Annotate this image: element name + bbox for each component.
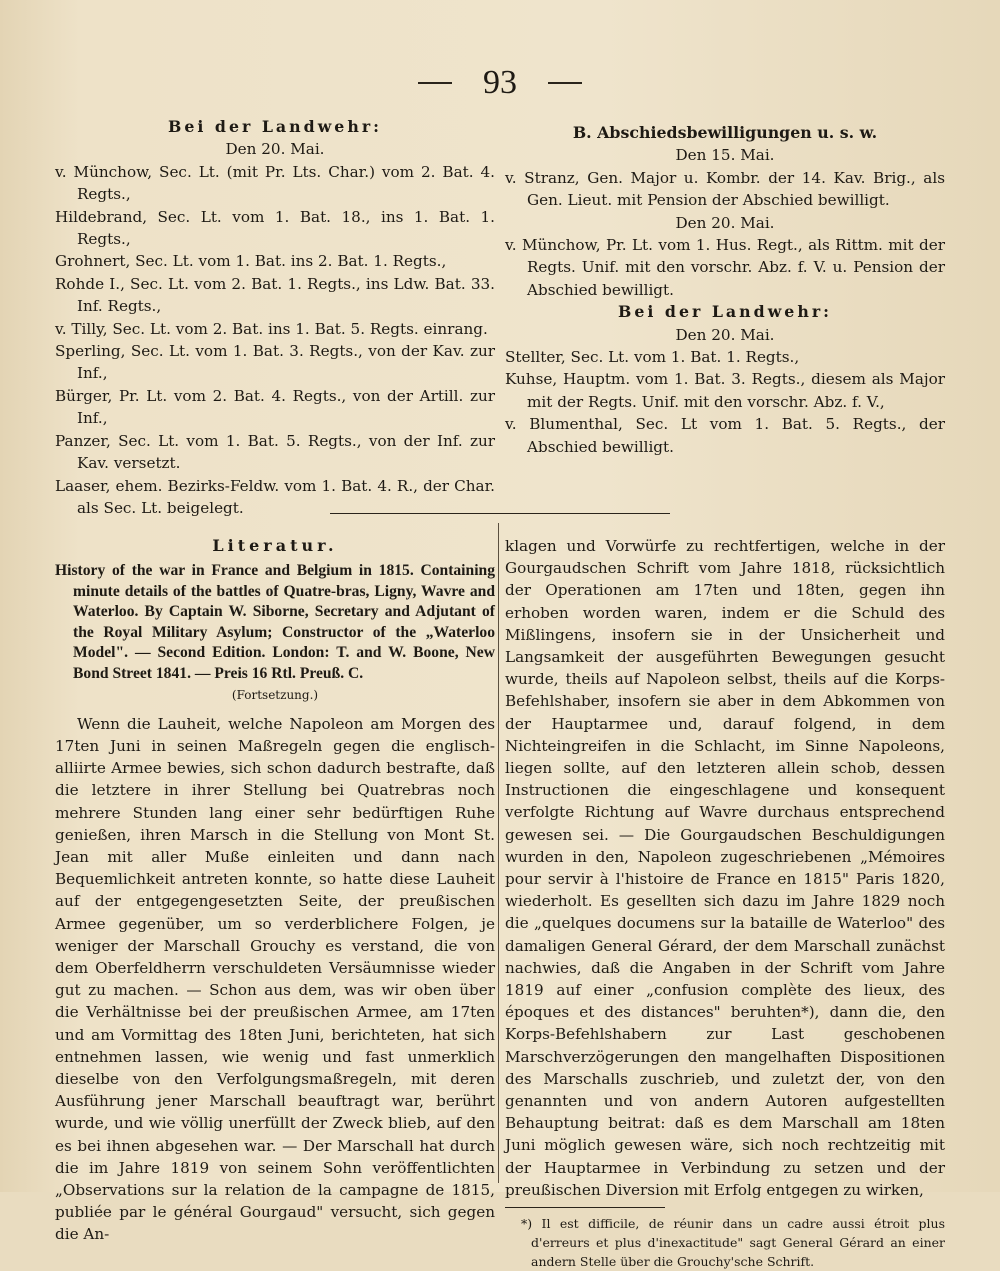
date-heading: Den 20. Mai. bbox=[225, 140, 325, 159]
date-heading: Den 20. Mai. bbox=[675, 213, 775, 232]
roster-entry: Bürger, Pr. Lt. vom 2. Bat. 4. Regts., von der Artill. zur Inf., bbox=[55, 386, 495, 428]
right-top-column bbox=[505, 122, 945, 458]
header-dash-right bbox=[548, 82, 582, 84]
body-paragraph: Wenn die Lauheit, welche Napoleon am Morgen des 17ten Juni in seinen Maßregeln gegen die englisch-alliirte Armee bewies, sich schon dadurch bestrafte, daß die letztere in ihrer Stellung bei Quatrebras noch mehrere Stunden lang einer sehr bedürftigen Ruhe genießen, ihren Marsch in die Stellung von Mont St. Jean mit aller Muße einleiten und dann nach Bequemlichkeit antreten konnte, so hatte diese Lauheit auf der entgegengesetzten Seite, der preußischen Armee gegenüber, um so verderblichere Folgen, je weniger der Marschall Grouchy es verstand, die von dem Oberfeldherrn verschuldeten Versäumnisse wieder gut zu machen. — Schon aus dem, was wir oben über die Verhältnisse bei der preußischen Armee, am 17ten und am Vormittag des 18ten Juni, berichteten, hat sich entnehmen lassen, wie wenig und fast unmerklich dieselbe von den Verfolgungsmaßregeln, mit deren Ausführung jener Marschall beauftragt war, berührt wurde, und wie völlig unerfüllt der Zweck blieb, auf den es bei ihnen abgesehen war. — Der Marschall hat durch die im Jahre 1819 von seinem Sohn veröffentlichten „Observations sur la relation de la campagne de 1815, publiée par le général Gourgaud" versucht, sich gegen die An- bbox=[55, 714, 495, 1244]
page-header bbox=[0, 64, 1000, 114]
roster-entry: Laaser, ehem. Bezirks-Feldw. vom 1. Bat. 4. R., der Char. als Sec. Lt. beigelegt. bbox=[55, 476, 495, 517]
literature-left-column bbox=[55, 535, 495, 1246]
literature-right-column bbox=[505, 535, 945, 1271]
date-heading: Den 15. Mai. bbox=[675, 146, 775, 165]
abschied-heading: B. Abschiedsbewilligungen u. s. w. bbox=[572, 123, 878, 142]
landwehr-heading: Bei der Landwehr: bbox=[168, 117, 382, 136]
roster-entry: v. Stranz, Gen. Major u. Kombr. der 14. Kav. Brig., als Gen. Lieut. mit Pension der Abschied bewilligt. bbox=[505, 168, 945, 210]
roster-entry: v. Tilly, Sec. Lt. vom 2. Bat. ins 1. Bat. 5. Regts. einrang. bbox=[55, 319, 488, 338]
header-dash-left bbox=[418, 82, 452, 84]
page-number: 93 bbox=[483, 64, 517, 101]
footnote: *) Il est difficile, de réunir dans un cadre aussi étroit plus d'erreurs et plus d'inexactitude" sagt General Gérard an einer andern Stelle über die Grouchy'sche Schrift. bbox=[521, 1216, 945, 1270]
literature-heading: Literatur. bbox=[212, 536, 338, 555]
roster-entry: v. Blumenthal, Sec. Lt vom 1. Bat. 5. Regts., der Abschied bewilligt. bbox=[505, 415, 945, 456]
date-heading: Den 20. Mai. bbox=[675, 325, 775, 344]
roster-entry: Stellter, Sec. Lt. vom 1. Bat. 1. Regts., bbox=[505, 348, 800, 367]
roster-entry: Grohnert, Sec. Lt. vom 1. Bat. ins 2. Bat. 1. Regts., bbox=[55, 252, 447, 271]
roster-entry: Sperling, Sec. Lt. vom 1. Bat. 3. Regts., von der Kav. zur Inf., bbox=[55, 342, 495, 383]
roster-entry: Panzer, Sec. Lt. vom 1. Bat. 5. Regts., von der Inf. zur Kav. versetzt. bbox=[55, 431, 495, 473]
roster-entry: Rohde I., Sec. Lt. vom 2. Bat. 1. Regts., ins Ldw. Bat. 33. Inf. Regts., bbox=[55, 274, 495, 316]
body-paragraph: klagen und Vorwürfe zu rechtfertigen, welche in der Gourgaudschen Schrift vom Jahre 1818, rücksichtlich der Operationen am 17ten und 18ten, gegen ihn erhoben worden waren, indem er die Schuld des Mißlingens, insofern sie in der Unsicherheit und Langsamkeit der ausgeführten Bewegungen gesucht wurde, theils auf Napoleon selbst, theils auf die Korps-Befehlshaber, insofern sie aber in dem Abkommen von der Hauptarmee und, darauf folgend, in dem Nichteingreifen in die Schlacht, im Sinne Napoleons, liegen sollte, auf den letzteren allein schob, dessen Instructionen die eingeschlagene und konsequent verfolgte Richtung auf Wavre durchaus entsprechend gewesen sei. — Die Gourgaudschen Beschuldigungen wurden in den, Napoleon zugeschriebenen „Mémoires pour servir à l'histoire de France en 1815" Paris 1820, wiederholt. Es gesellten sich dazu im Jahre 1829 noch die „quelques documens sur la bataille de Waterloo" des damaligen General Gérard, der dem Marschall zunächst nachwies, daß die Angaben in der Schrift vom Jahre 1819 auf einer „confusion complète des lieux, des époques et des distances" beruhten*), dann die, den Korps-Befehlshabern zur Last geschobenen Marschverzögerungen den mangelhaften Dispositionen des Marschalls zuschrieb, und zuletzt der, von den genannten und von andern Autoren aufgestellten Behauptung beitrat: daß es dem Marschall am 18ten Juni möglich gewesen wäre, sich noch rechtzeitig mit der Hauptarmee in Verbindung zu setzen und der preußischen Diversion mit Erfolg entgegen zu wirken, bbox=[505, 537, 945, 1199]
section-divider bbox=[330, 513, 670, 514]
roster-entry: Hildebrand, Sec. Lt. vom 1. Bat. 18., ins 1. Bat. 1. Regts., bbox=[55, 207, 495, 249]
roster-entry: Kuhse, Hauptm. vom 1. Bat. 3. Regts., diesem als Major mit der Regts. Unif. mit den vorschr. Abz. f. V., bbox=[505, 370, 945, 411]
roster-entry: v. Münchow, Pr. Lt. vom 1. Hus. Regt., als Rittm. mit der Regts. Unif. mit den vorschr. Abz. f. V. u. Pension der Abschied bewilligt. bbox=[505, 236, 945, 299]
roster-entry: v. Münchow, Sec. Lt. (mit Pr. Lts. Char.) vom 2. Bat. 4. Regts., bbox=[55, 162, 495, 204]
landwehr-heading: Bei der Landwehr: bbox=[618, 302, 832, 322]
book-citation: History of the war in France and Belgium in 1815. Containing minute details of the battles of Quatre-bras, Ligny, Wavre and Waterloo. By Captain W. Siborne, Secretary and Adjutant of the Royal Military Asylum; Constructor of the „Waterloo Model". — Second Edition. London: T. and W. Boone, New Bond Street 1841. — Preis 16 Rtl. Preuß. C. bbox=[55, 562, 495, 682]
column-divider bbox=[498, 523, 499, 1183]
continuation-note: (Fortsetzung.) bbox=[231, 688, 319, 703]
footnote-rule bbox=[505, 1207, 665, 1208]
left-top-column bbox=[55, 116, 495, 519]
